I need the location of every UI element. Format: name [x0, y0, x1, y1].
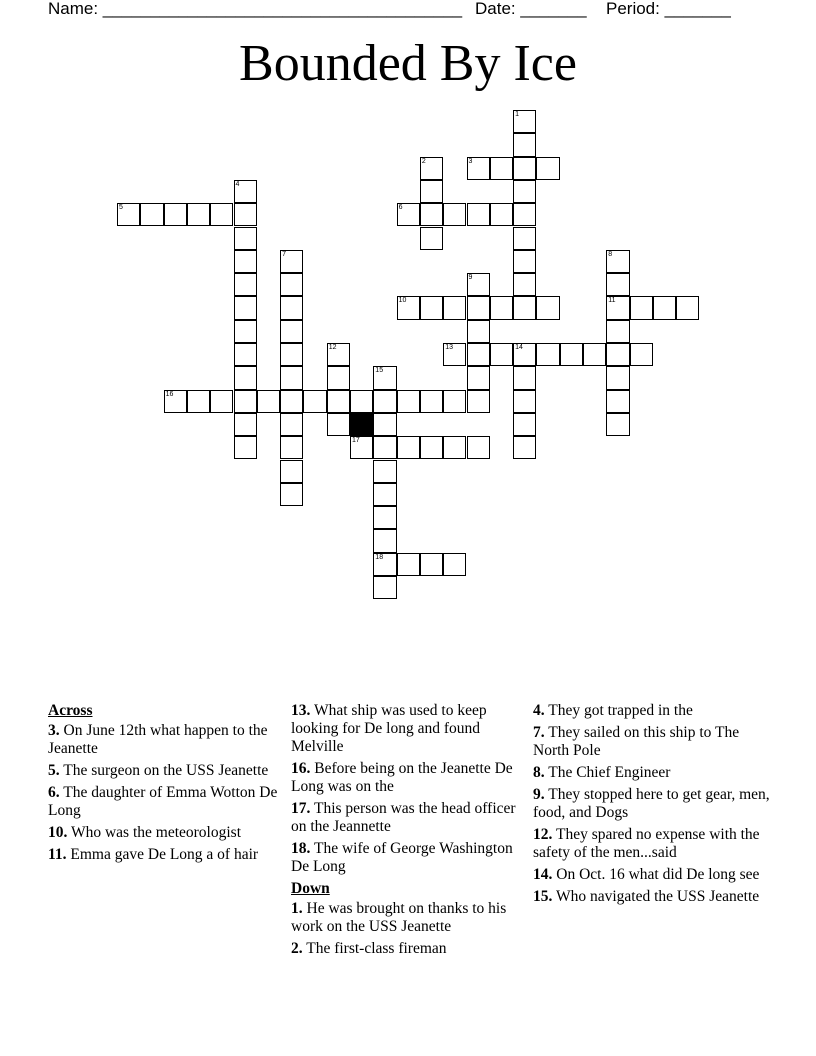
- grid-cell[interactable]: [420, 157, 443, 180]
- grid-cell[interactable]: [536, 296, 559, 319]
- grid-cell[interactable]: [234, 273, 257, 296]
- grid-cell[interactable]: [164, 203, 187, 226]
- grid-cell[interactable]: [420, 390, 443, 413]
- clue-item-number: 18.: [291, 840, 311, 857]
- clue-item-text: Emma gave De Long a of hair: [66, 846, 259, 863]
- grid-cell[interactable]: [234, 203, 257, 226]
- clue-item-number: 2.: [291, 940, 303, 957]
- clue-item: [533, 724, 773, 760]
- grid-cell[interactable]: [490, 296, 513, 319]
- grid-cell[interactable]: [210, 390, 233, 413]
- clue-number: 17: [352, 437, 360, 445]
- clue-item-number: 13.: [291, 702, 311, 719]
- grid-cell[interactable]: [513, 436, 536, 459]
- clue-item: [48, 846, 288, 864]
- grid-cell[interactable]: [606, 366, 629, 389]
- grid-cell[interactable]: [397, 436, 420, 459]
- grid-cell[interactable]: [140, 203, 163, 226]
- grid-cell[interactable]: [373, 506, 396, 529]
- across-clue-list: [48, 722, 288, 864]
- grid-cell[interactable]: [467, 436, 490, 459]
- clue-item-text: What ship was used to keep looking for De long and found Melville: [291, 702, 487, 755]
- grid-cell[interactable]: [513, 413, 536, 436]
- grid-cell[interactable]: [397, 203, 420, 226]
- clue-item-text: On Oct. 16 what did De long see: [552, 866, 760, 883]
- clue-item-text: Who navigated the USS Jeanette: [552, 888, 760, 905]
- grid-cell[interactable]: [187, 390, 210, 413]
- clue-item-text: He was brought on thanks to his work on the USS Jeanette: [291, 900, 507, 935]
- grid-cell[interactable]: [420, 436, 443, 459]
- grid-cell[interactable]: [280, 343, 303, 366]
- clue-item-number: 17.: [291, 800, 311, 817]
- down-heading: Down: [291, 880, 330, 897]
- clue-item-number: 7.: [533, 724, 545, 741]
- clue-number: 11: [608, 297, 616, 305]
- grid-cell[interactable]: [420, 553, 443, 576]
- clues-column-2: [291, 702, 531, 962]
- clue-number: 16: [165, 390, 174, 398]
- grid-cell[interactable]: [467, 296, 490, 319]
- clue-item-number: 16.: [291, 760, 311, 777]
- grid-cell[interactable]: [164, 390, 187, 413]
- clue-item: [533, 702, 773, 720]
- clue-number: 18: [375, 553, 384, 561]
- grid-cell[interactable]: [513, 343, 536, 366]
- clue-item: [291, 760, 531, 796]
- grid-cell[interactable]: [373, 390, 396, 413]
- grid-cell[interactable]: [606, 250, 629, 273]
- clue-item-text: The first-class fireman: [302, 940, 447, 957]
- grid-cell[interactable]: [327, 413, 350, 436]
- clue-item-number: 6.: [48, 784, 60, 801]
- clue-item-text: Who was the meteorologist: [67, 824, 242, 841]
- grid-cell[interactable]: [327, 366, 350, 389]
- grid-cell[interactable]: [327, 390, 350, 413]
- grid-cell[interactable]: [443, 343, 466, 366]
- grid-cell[interactable]: [467, 343, 490, 366]
- clue-number: 12: [328, 344, 337, 351]
- grid-cell[interactable]: [513, 390, 536, 413]
- grid-cell[interactable]: [280, 250, 303, 273]
- clue-item: [291, 800, 531, 836]
- clue-item-number: 12.: [533, 826, 553, 843]
- clue-item-text: They spared no expense with the safety of the men...said: [533, 826, 760, 861]
- grid-cell[interactable]: [234, 227, 257, 250]
- clue-number: 15: [375, 367, 384, 375]
- grid-cell[interactable]: [280, 273, 303, 296]
- across-heading: Across: [48, 702, 93, 719]
- clue-item-text: They sailed on this ship to The North Pole: [533, 724, 740, 759]
- grid-cell[interactable]: [420, 180, 443, 203]
- grid-cell[interactable]: [467, 366, 490, 389]
- period-field[interactable]: Period: _______: [606, 0, 731, 18]
- clue-item-number: 5.: [48, 762, 60, 779]
- grid-cell[interactable]: [513, 203, 536, 226]
- clue-number: 1: [515, 111, 519, 118]
- clue-number: 9: [468, 274, 473, 282]
- grid-cell[interactable]: [350, 436, 373, 459]
- clue-item-text: This person was the head officer on the Jeannette: [291, 800, 516, 835]
- grid-cell[interactable]: [327, 343, 350, 366]
- grid-cell[interactable]: [257, 390, 280, 413]
- clue-number: 6: [398, 204, 403, 212]
- clue-item-text: The daughter of Emma Wotton De Long: [48, 784, 278, 819]
- grid-cell[interactable]: [653, 296, 676, 319]
- clue-item: [533, 764, 773, 782]
- grid-cell[interactable]: [443, 436, 466, 459]
- grid-cell[interactable]: [234, 296, 257, 319]
- clue-item: [533, 866, 773, 884]
- clue-item-text: They stopped here to get gear, men, food, and Dogs: [533, 786, 770, 821]
- grid-cell[interactable]: [234, 436, 257, 459]
- clues-column-1: [48, 702, 288, 868]
- grid-cell[interactable]: [513, 227, 536, 250]
- grid-cell[interactable]: [676, 296, 699, 319]
- grid-cell[interactable]: [350, 390, 373, 413]
- grid-cell[interactable]: [513, 110, 536, 133]
- clue-item-text: The Chief Engineer: [544, 764, 671, 781]
- clue-item: [291, 940, 531, 958]
- grid-cell[interactable]: [536, 157, 559, 180]
- grid-cell[interactable]: [467, 157, 490, 180]
- clue-item-number: 4.: [533, 702, 545, 719]
- clue-number: 5: [119, 204, 123, 212]
- grid-cell[interactable]: [210, 203, 233, 226]
- page-title: Bounded By Ice: [239, 35, 577, 92]
- grid-cell[interactable]: [420, 296, 443, 319]
- down-clue-list: [291, 900, 531, 958]
- grid-cell[interactable]: [373, 483, 396, 506]
- grid-cell[interactable]: [280, 390, 303, 413]
- clue-item-text: On June 12th what happen to the Jeanette: [48, 722, 268, 757]
- clue-item: [48, 784, 288, 820]
- clue-item: [291, 702, 531, 756]
- clue-item-number: 11.: [48, 846, 67, 863]
- clue-item-number: 10.: [48, 824, 68, 841]
- grid-cell[interactable]: [420, 227, 443, 250]
- grid-cell[interactable]: [467, 203, 490, 226]
- down-clue-list-continued: [533, 702, 773, 906]
- grid-cell[interactable]: [513, 366, 536, 389]
- grid-cell[interactable]: [606, 320, 629, 343]
- grid-cell[interactable]: [303, 390, 326, 413]
- grid-cell[interactable]: [513, 296, 536, 319]
- clue-item-text: Before being on the Jeanette De Long was on the: [291, 760, 513, 795]
- clue-number: 2: [421, 157, 426, 165]
- grid-cell[interactable]: [280, 460, 303, 483]
- clue-item: [48, 824, 288, 842]
- grid-cell[interactable]: [560, 343, 583, 366]
- clue-item: [48, 722, 288, 758]
- clue-item-number: 3.: [48, 722, 60, 739]
- clue-item-text: The surgeon on the USS Jeanette: [59, 762, 269, 779]
- clue-number: 3: [468, 157, 473, 165]
- name-field[interactable]: Name: ______________________________________: [48, 0, 463, 18]
- date-field[interactable]: Date: _______: [475, 0, 587, 18]
- clue-item: [48, 762, 288, 780]
- grid-cell[interactable]: [280, 320, 303, 343]
- grid-cell[interactable]: [280, 366, 303, 389]
- grid-cell[interactable]: [513, 133, 536, 156]
- grid-cell[interactable]: [280, 483, 303, 506]
- grid-cell[interactable]: [513, 273, 536, 296]
- grid-cell[interactable]: [234, 390, 257, 413]
- grid-cell[interactable]: [467, 273, 490, 296]
- clue-item: [533, 786, 773, 822]
- clue-item-number: 15.: [533, 888, 553, 905]
- clue-item-number: 14.: [533, 866, 553, 883]
- grid-cell[interactable]: [606, 413, 629, 436]
- grid-cell[interactable]: [630, 296, 653, 319]
- grid-cell[interactable]: [606, 390, 629, 413]
- grid-cell[interactable]: [234, 180, 257, 203]
- grid-cell[interactable]: [490, 203, 513, 226]
- grid-cell[interactable]: [117, 203, 140, 226]
- grid-cell[interactable]: [536, 343, 559, 366]
- clue-item-number: 9.: [533, 786, 545, 803]
- clue-item-text: The wife of George Washington De Long: [291, 840, 513, 875]
- grid-cell[interactable]: [373, 436, 396, 459]
- clue-item-text: They got trapped in the: [544, 702, 693, 719]
- clue-number: 10: [398, 297, 407, 305]
- grid-cell[interactable]: [443, 553, 466, 576]
- grid-cell[interactable]: [234, 413, 257, 436]
- clue-number: 8: [608, 250, 613, 258]
- clue-item: [533, 826, 773, 862]
- grid-cell[interactable]: [443, 390, 466, 413]
- grid-cell[interactable]: [420, 203, 443, 226]
- grid-cell[interactable]: [373, 366, 396, 389]
- grid-cell[interactable]: [513, 180, 536, 203]
- grid-cell[interactable]: [606, 343, 629, 366]
- grid-cell[interactable]: [583, 343, 606, 366]
- grid-cell[interactable]: [513, 250, 536, 273]
- clue-item: [291, 900, 531, 936]
- clue-number: 7: [282, 250, 286, 258]
- grid-cell[interactable]: [443, 203, 466, 226]
- clue-item-number: 1.: [291, 900, 303, 917]
- grid-cell[interactable]: [373, 576, 396, 599]
- grid-cell[interactable]: [467, 390, 490, 413]
- black-cell: [350, 413, 373, 436]
- clue-number: 13: [445, 344, 453, 351]
- grid-cell[interactable]: [280, 436, 303, 459]
- grid-cell[interactable]: [234, 250, 257, 273]
- grid-cell[interactable]: [234, 366, 257, 389]
- grid-cell[interactable]: [234, 320, 257, 343]
- clue-number: 4: [235, 180, 240, 188]
- grid-cell[interactable]: [373, 460, 396, 483]
- grid-cell[interactable]: [280, 413, 303, 436]
- grid-cell[interactable]: [606, 273, 629, 296]
- across-clue-list-continued: [291, 702, 531, 876]
- grid-cell[interactable]: [630, 343, 653, 366]
- grid-cell[interactable]: [467, 320, 490, 343]
- grid-cell[interactable]: [397, 553, 420, 576]
- grid-cell[interactable]: [280, 296, 303, 319]
- grid-cell[interactable]: [443, 296, 466, 319]
- grid-cell[interactable]: [490, 157, 513, 180]
- clue-item: [291, 840, 531, 876]
- clue-number: 14: [515, 344, 523, 351]
- clue-item: [533, 888, 773, 906]
- grid-cell[interactable]: [397, 390, 420, 413]
- grid-cell[interactable]: [373, 413, 396, 436]
- grid-cell[interactable]: [187, 203, 210, 226]
- grid-cell[interactable]: [513, 157, 536, 180]
- grid-cell[interactable]: [373, 553, 396, 576]
- grid-cell[interactable]: [606, 296, 629, 319]
- grid-cell[interactable]: [373, 529, 396, 552]
- grid-cell[interactable]: [234, 343, 257, 366]
- grid-cell[interactable]: [490, 343, 513, 366]
- grid-cell[interactable]: [397, 296, 420, 319]
- clue-item-number: 8.: [533, 764, 545, 781]
- clues-column-3: [533, 702, 773, 910]
